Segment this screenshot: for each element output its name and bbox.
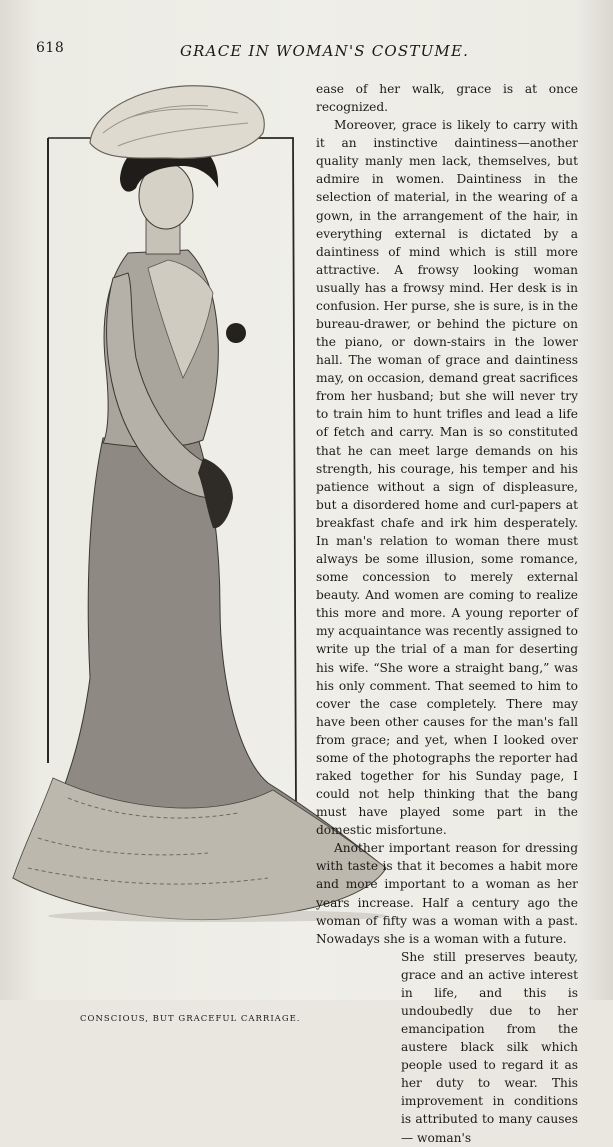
page-number: 618 — [36, 40, 65, 56]
running-title: GRACE IN WOMAN'S COSTUME. — [180, 42, 470, 60]
figure-caption: CONSCIOUS, BUT GRACEFUL CARRIAGE. — [80, 1014, 301, 1024]
paragraph-dressing-taste-narrow: She still preserves beauty, grace and an active interest in life, and this is undoubedly due to her emancipation from the austere black silk which people used to regard it as her duty to wear. This improvement in conditions is attributed to many causes — woman's — [401, 949, 578, 1145]
paragraph-dressing-taste: Another important reason for dressing with taste is that it becomes a habit more and more important to a woman as her years increase. Half a century ago the woman of fifty was a woman with a past. Nowadays she is a woman with a future. — [316, 841, 578, 946]
body-text-column — [316, 80, 578, 1147]
paragraph-grace-daintiness: Moreover, grace is likely to carry with it an instinctive daintiness—another quality manly men lack, themselves, but admire in women. Daintiness in the selection of material, in the wearing of a gown, in the arrangement of the hair, in everything external is dictated by a daintiness of mind which is still more attractive. A frowsy looking woman usually has a frowsy mind. Her desk is in confusion. Her purse, she is sure, is in the bureau-drawer, or behind the picture on the piano, or down-stairs in the lower hall. The woman of grace and daintiness may, on occasion, demand great sacrifices from her husband; but she will never try to train him to hunt trifles and lead a life of fetch and carry. Man is so constituted that he can meet large demands on his strength, his courage, his temper and his patience without a sign of displeasure, but a disordered home and curl-papers at breakfast chafe and irk him desperately. In man's relation to woman there must always be some illusion, some romance, some concession to merely external beauty. And women are coming to realize this more and more. A young reporter of my acquaintance was recently assigned to write up the trial of a man for deserting his wife. “She wore a straight bang,” was his only comment. That seemed to him to cover the case completely. There may have been other causes for the man's fall from grace; and yet, when I looked over some of the photographs the reporter had raked together for his Sunday page, I could not help thinking that the bang must have played some part in the domestic misfortune. — [316, 118, 578, 838]
paragraph-continued: ease of her walk, grace is at once recognized. — [316, 82, 578, 115]
